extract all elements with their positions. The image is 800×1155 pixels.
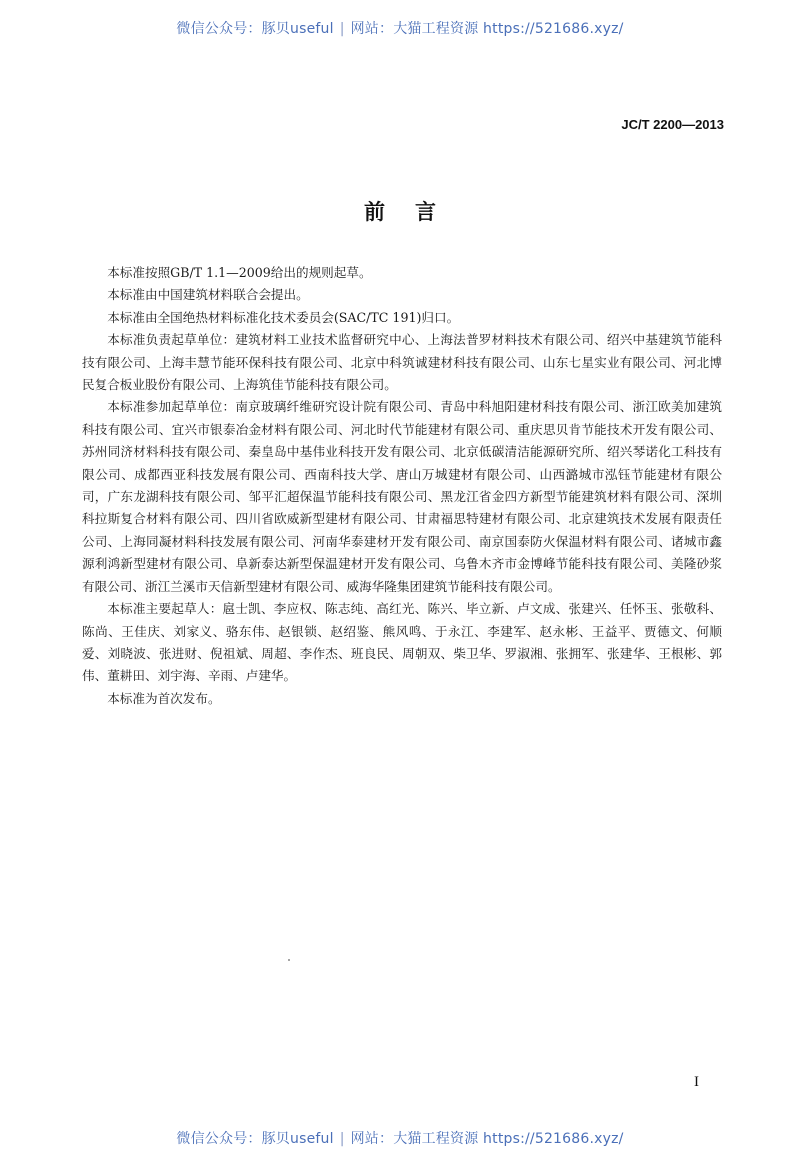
top-watermark-banner <box>0 18 800 38</box>
banner-separator: | <box>339 1131 345 1147</box>
site-label: 网站：大猫工程资源 https://521686.xyz/ <box>350 1131 624 1147</box>
paragraph-first-release: 本标准为首次发布。 <box>107 690 221 706</box>
page-title: 前言 <box>364 200 466 224</box>
bottom-watermark-banner <box>0 1128 800 1148</box>
paragraph-technical-committee: 本标准由全国绝热材料标准化技术委员会(SAC/TC 191)归口。 <box>107 309 460 325</box>
wechat-label: 微信公众号：豚贝useful <box>176 1131 334 1147</box>
standard-code: JC/T 2200—2013 <box>621 117 724 132</box>
foreword-body <box>82 262 722 710</box>
banner-separator: | <box>339 21 345 37</box>
paragraph-main-drafters: 本标准主要起草人：扈士凯、李应权、陈志纯、高红光、陈兴、毕立新、卢文成、张建兴、任怀玉、张敬科、陈尚、王佳庆、刘家义、骆东伟、赵银锁、赵绍鉴、熊风鸣、于永江、李建军、赵永彬、王益平、贾德文、何顺爱、刘晓波、张进财、倪祖斌、周超、李作杰、班良民、周朝双、柴卫华、罗淑湘、张拥军、张建华、王根彬、郭伟、董耕田、刘宇海、辛雨、卢建华。 <box>82 601 722 684</box>
scan-speck <box>288 959 290 961</box>
site-label: 网站：大猫工程资源 https://521686.xyz/ <box>350 21 624 37</box>
page-number: I <box>694 1074 699 1090</box>
paragraph-main-drafting-units: 本标准负责起草单位：建筑材料工业技术监督研究中心、上海法普罗材料技术有限公司、绍兴中基建筑节能科技有限公司、上海丰慧节能环保科技有限公司、北京中科筑诚建材科技有限公司、山东七星实业有限公司、河北博民复合板业股份有限公司、上海筑佳节能科技有限公司。 <box>82 332 722 393</box>
paragraph-proposed-by: 本标准由中国建筑材料联合会提出。 <box>107 287 309 303</box>
paragraph-participating-units: 本标准参加起草单位：南京玻璃纤维研究设计院有限公司、青岛中科旭阳建材科技有限公司、浙江欧美加建筑科技有限公司、宜兴市银泰冶金材料有限公司、河北时代节能建材有限公司、重庆思贝肯节能技术开发有限公司、苏州同济材料科技有限公司、秦皇岛中基伟业科技开发有限公司、北京低碳清洁能源研究所、绍兴琴诺化工科技有限公司、成都西亚科技发展有限公司、西南科技大学、唐山万城建材有限公司、山西潞城市泓钰节能建材有限公司，广东龙湖科技有限公司、邹平汇超保温节能科技有限公司、黑龙江省金四方新型节能建筑材料有限公司、深圳科拉斯复合材料有限公司、四川省欧威新型建材有限公司、甘肃福思特建材有限公司、北京建筑技术发展有限责任公司、上海同凝材料科技发展有限公司、河南华泰建材开发有限公司、南京国泰防火保温材料有限公司、诸城市鑫源利鸿新型建材有限公司、阜新泰达新型保温建材开发有限公司、乌鲁木齐市金博峰节能科技有限公司、美隆砂浆有限公司、浙江兰溪市天信新型建材有限公司、威海华隆集团建筑节能科技有限公司。 <box>82 399 722 594</box>
paragraph-drafting-rules: 本标准按照GB/T 1.1—2009给出的规则起草。 <box>107 265 372 280</box>
wechat-label: 微信公众号：豚贝useful <box>176 21 334 37</box>
